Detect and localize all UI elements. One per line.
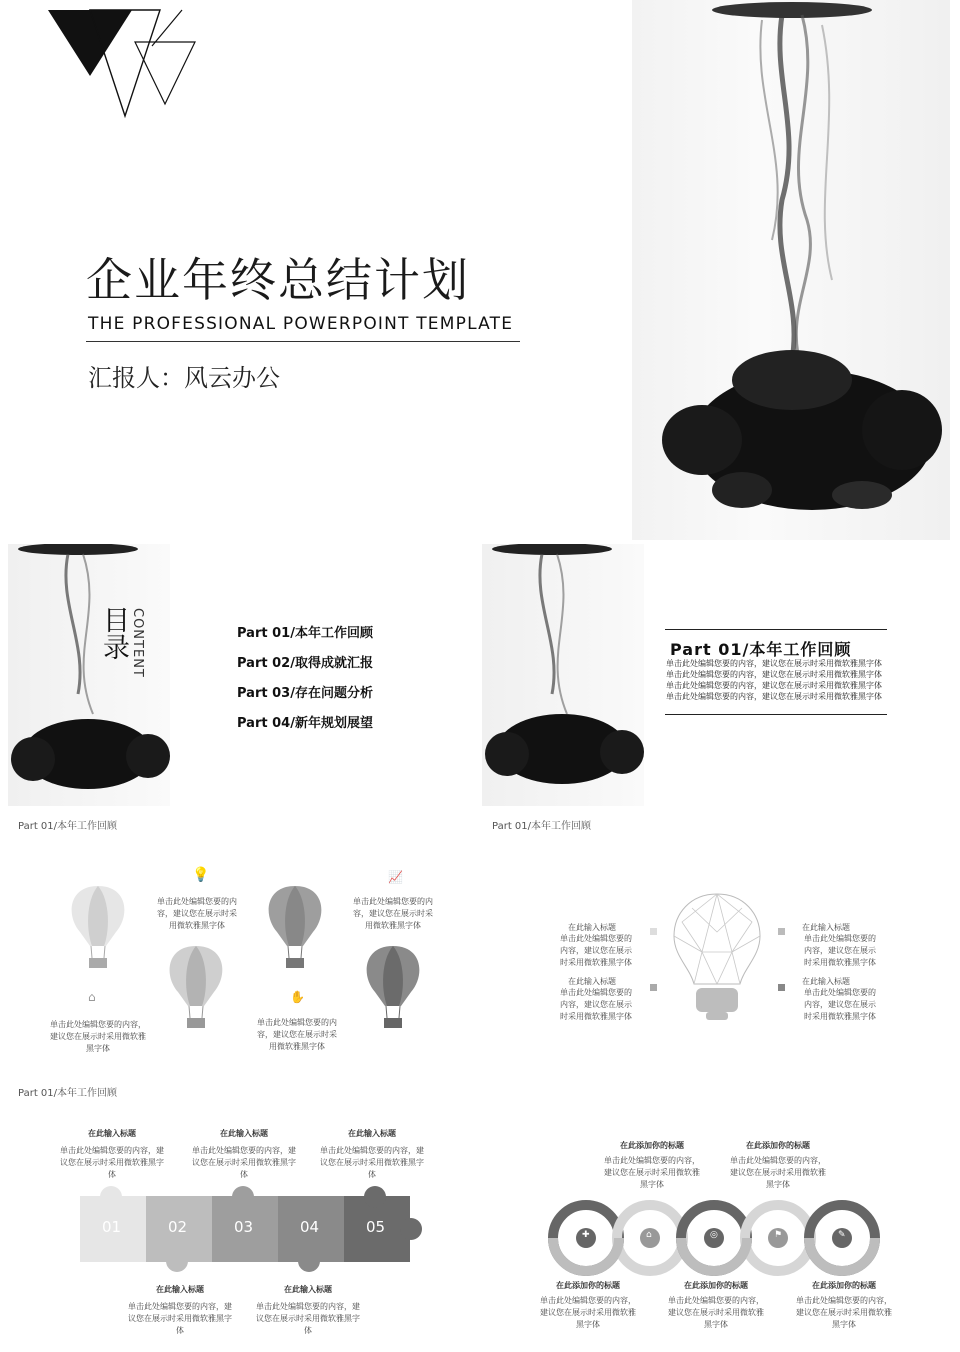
item-body: 单击此处编辑您要的内容，建议您在展示时采用微软雅黑字体	[256, 1302, 360, 1335]
item-body: 单击此处编辑您要的内容，建议您在展示时采用微软雅黑字体	[804, 988, 876, 1021]
ring-bottom-item	[794, 1280, 894, 1331]
bulb-item	[558, 976, 634, 1023]
triangle-logo	[40, 8, 210, 120]
balloon-slide	[8, 812, 478, 1074]
bullet-square	[650, 928, 657, 935]
item-title: 在此添加你的标题	[684, 1281, 748, 1290]
item-title: 在此输入标题	[348, 1129, 396, 1138]
item-body: 单击此处编辑您要的内容，建议您在展示时采用微软雅黑字体	[668, 1296, 764, 1329]
puzzle-piece	[212, 1196, 278, 1262]
pencil-icon: ✎	[838, 1230, 846, 1240]
bulb-item	[802, 976, 878, 1023]
cover-title: 企业年终总结计划	[86, 253, 470, 307]
ring-top-item	[602, 1140, 702, 1191]
item-title: 在此输入标题	[802, 923, 850, 932]
ring-bottom-item	[666, 1280, 766, 1331]
chart-icon: 📈	[388, 870, 403, 884]
item-title: 在此输入标题	[88, 1129, 136, 1138]
flag-icon: ⚑	[774, 1230, 783, 1240]
item-body: 单击此处编辑您要的内容，建议您在展示时采用微软雅黑字体	[804, 934, 876, 967]
puzzle-number: 04	[300, 1218, 320, 1236]
puzzle-top-item	[60, 1128, 164, 1181]
puzzle-piece	[146, 1196, 212, 1262]
puzzle-number: 01	[102, 1218, 122, 1236]
toc-heading: 目录	[98, 606, 129, 660]
item-body: 单击此处编辑您要的内容，建议您在展示时采用微软雅黑字体	[604, 1156, 700, 1189]
building-icon: ⌂	[646, 1230, 652, 1240]
section-title: Part 01/本年工作回顾	[670, 640, 852, 659]
pin-icon: ✚	[582, 1230, 590, 1240]
ring-bottom-item	[538, 1280, 638, 1331]
puzzle-number: 02	[168, 1218, 188, 1236]
part-label: Part 01/本年工作回顾	[18, 821, 118, 832]
item-title: 在此添加你的标题	[746, 1141, 810, 1150]
ink-image	[632, 0, 950, 540]
section-bottom-rule	[665, 714, 887, 715]
part-label: Part 01/本年工作回顾	[18, 1088, 118, 1099]
cover-reporter: 汇报人：风云办公	[88, 364, 280, 392]
item-body: 单击此处编辑您要的内容，建议您在展示时采用微软雅黑字体	[796, 1296, 892, 1329]
item-title: 在此输入标题	[284, 1285, 332, 1294]
item-title: 在此输入标题	[156, 1285, 204, 1294]
cover-subtitle: THE PROFESSIONAL POWERPOINT TEMPLATE	[88, 314, 514, 334]
toc-list	[237, 622, 373, 742]
bulb-item	[558, 922, 634, 969]
puzzle-bottom-item	[256, 1284, 360, 1337]
section-slide	[482, 544, 952, 809]
toc-slide	[8, 544, 478, 809]
cover-slide	[0, 0, 960, 540]
bullet-square	[650, 984, 657, 991]
item-title: 在此添加你的标题	[620, 1141, 684, 1150]
puzzle-bottom-item	[128, 1284, 232, 1337]
puzzle-slide	[8, 1078, 478, 1348]
section-top-rule	[665, 629, 887, 630]
bullet-square	[778, 984, 785, 991]
puzzle-piece	[80, 1196, 146, 1262]
puzzle-top-item	[192, 1128, 296, 1181]
bullet-square	[778, 928, 785, 935]
item-title: 在此添加你的标题	[556, 1281, 620, 1290]
item-title: 在此输入标题	[568, 977, 616, 986]
item-title: 在此输入标题	[802, 977, 850, 986]
bulb-item	[802, 922, 878, 969]
balloon-text-d: 单击此处编辑您要的内容，建议您在展示时采用微软雅黑字体	[257, 1018, 337, 1051]
item-title: 在此输入标题	[220, 1129, 268, 1138]
home-icon: ⌂	[88, 990, 96, 1004]
puzzle-piece	[344, 1196, 410, 1262]
toc-item[interactable]: Part 03/存在问题分析	[237, 686, 373, 701]
puzzle-row	[80, 1196, 410, 1262]
ring-slide	[482, 1078, 952, 1348]
toc-ink-image	[8, 544, 170, 806]
puzzle-top-item	[320, 1128, 424, 1181]
item-body: 单击此处编辑您要的内容，建议您在展示时采用微软雅黑字体	[560, 988, 632, 1021]
toc-item[interactable]: Part 02/取得成就汇报	[237, 656, 373, 671]
puzzle-piece	[278, 1196, 344, 1262]
puzzle-number: 03	[234, 1218, 254, 1236]
section-body: 单击此处编辑您要的内容，建议您在展示时采用微软雅黑字体单击此处编辑您要的内容，建议您在展示时采用微软雅黑字体单击此处编辑您要的内容，建议您在展示时采用微软雅黑字体单击此处编辑您要的内容，建议您在展示时采用微软雅黑字体	[666, 659, 882, 701]
item-title: 在此添加你的标题	[812, 1281, 876, 1290]
item-body: 单击此处编辑您要的内容，建议您在展示时采用微软雅黑字体	[128, 1302, 232, 1335]
item-body: 单击此处编辑您要的内容，建议您在展示时采用微软雅黑字体	[192, 1146, 296, 1179]
location-icon: ◎	[710, 1230, 718, 1240]
item-body: 单击此处编辑您要的内容，建议您在展示时采用微软雅黑字体	[320, 1146, 424, 1179]
item-body: 单击此处编辑您要的内容，建议您在展示时采用微软雅黑字体	[60, 1146, 164, 1179]
balloon-text-a: 单击此处编辑您要的内容，建议您在展示时采用微软雅黑字体	[157, 897, 237, 930]
cover-divider	[86, 341, 520, 342]
hand-icon: ✋	[290, 990, 305, 1004]
item-body: 单击此处编辑您要的内容，建议您在展示时采用微软雅黑字体	[540, 1296, 636, 1329]
puzzle-number: 05	[366, 1218, 386, 1236]
toc-item[interactable]: Part 01/本年工作回顾	[237, 626, 373, 641]
bulb-graphic	[672, 892, 762, 1022]
bulb-slide	[482, 812, 952, 1074]
toc-heading-en: CONTENT	[130, 608, 145, 678]
section-ink-image	[482, 544, 644, 806]
lightbulb-icon: 💡	[192, 867, 210, 883]
balloon-text-b: 单击此处编辑您要的内容，建议您在展示时采用微软雅黑字体	[353, 897, 433, 930]
item-body: 单击此处编辑您要的内容，建议您在展示时采用微软雅黑字体	[730, 1156, 826, 1189]
toc-item[interactable]: Part 04/新年规划展望	[237, 716, 373, 731]
item-title: 在此输入标题	[568, 923, 616, 932]
part-label: Part 01/本年工作回顾	[492, 821, 592, 832]
ring-top-item	[728, 1140, 828, 1191]
item-body: 单击此处编辑您要的内容，建议您在展示时采用微软雅黑字体	[560, 934, 632, 967]
balloon-text-c: 单击此处编辑您要的内容，建议您在展示时采用微软雅黑字体	[50, 1020, 146, 1053]
